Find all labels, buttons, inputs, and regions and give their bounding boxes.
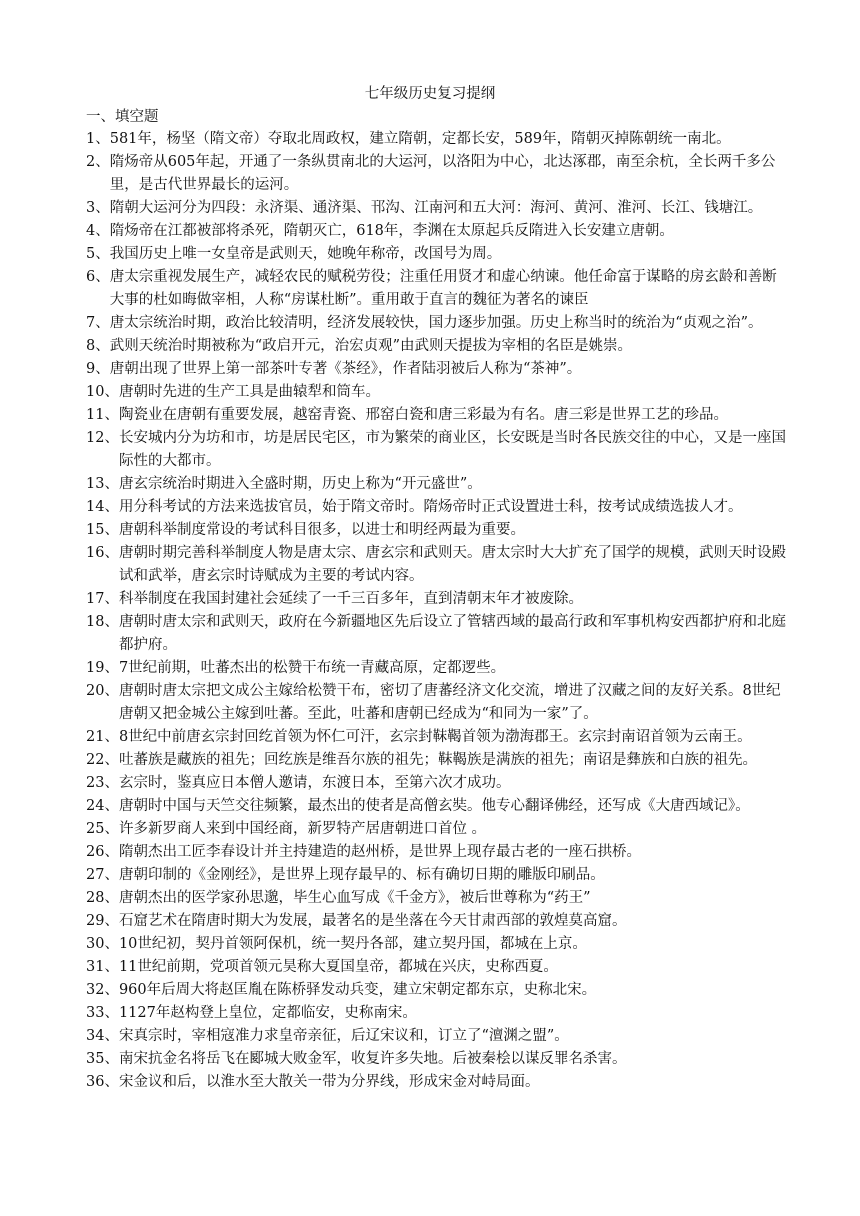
list-item <box>86 841 786 864</box>
item-number: 10、 <box>86 384 119 400</box>
item-number: 36、 <box>86 1074 119 1090</box>
item-number: 31、 <box>86 959 119 975</box>
item-number: 21、 <box>86 729 119 745</box>
list-item <box>86 910 786 933</box>
item-text: 玄宗时，鉴真应日本僧人邀请，东渡日本，至第六次才成功。 <box>118 775 511 791</box>
list-item <box>86 335 786 358</box>
section-heading: 一、填空题 <box>86 109 159 125</box>
item-text: 唐朝时期完善科举制度人物是唐太宗、唐玄宗和武则天。唐太宗时大大扩充了国学的规模，武则天时设殿试和武举，唐玄宗时诗赋成为主要的考试内容。 <box>118 545 786 584</box>
item-text: 唐太宗重视发展生产，减轻农民的赋税劳役；注重任用贤才和虚心纳谏。他任命富于谋略的房玄龄和善断大事的杜如晦做宰相，人称“房谋杜断”。重用敢于直言的魏征为著名的谏臣 <box>109 269 777 308</box>
list-item <box>86 611 786 657</box>
list-item <box>86 381 786 404</box>
list-item <box>86 795 786 818</box>
list-item <box>86 887 786 910</box>
list-item <box>86 818 786 841</box>
item-text: 唐朝时中国与天竺交往频繁，最杰出的使者是高僧玄奘。他专心翻译佛经，还写成《大唐西域记》。 <box>118 798 750 814</box>
item-text: 1127年赵构登上皇位，定都临安，史称南宋。 <box>118 1005 417 1021</box>
list-item <box>86 427 786 473</box>
item-text: 唐朝时唐太宗和武则天，政府在今新疆地区先后设立了管辖西域的最高行政和军事机构安西都护府和北庭都护府。 <box>118 614 786 653</box>
item-text: 陶瓷业在唐朝有重要发展，越窑青瓷、邢窑白瓷和唐三彩最为有名。唐三彩是世界工艺的珍品。 <box>118 407 728 423</box>
list-item <box>86 726 786 749</box>
item-text: 我国历史上唯一女皇帝是武则天，她晚年称帝，改国号为周。 <box>109 246 502 262</box>
list-item <box>86 1002 786 1025</box>
item-text: 许多新罗商人来到中国经商，新罗特产居唐朝进口首位 。 <box>118 821 487 837</box>
item-text: 唐朝印制的《金刚经》，是世界上现存最早的、标有确切日期的雕版印刷品。 <box>118 867 605 883</box>
item-number: 32、 <box>86 982 119 998</box>
list-item <box>86 519 786 542</box>
item-number: 13、 <box>86 476 119 492</box>
item-text: 唐朝出现了世界上第一部茶叶专著《茶经》，作者陆羽被后人称为“茶神”。 <box>109 361 582 377</box>
item-number: 34、 <box>86 1028 119 1044</box>
list-item <box>86 864 786 887</box>
list-item <box>86 243 786 266</box>
item-number: 8、 <box>86 338 110 354</box>
item-number: 28、 <box>86 890 119 906</box>
item-text: 7世纪前期，吐蕃杰出的松赞干布统一青藏高原，定都逻些。 <box>118 660 506 676</box>
list-item <box>86 1048 786 1071</box>
item-text: 唐朝杰出的医学家孙思邈，毕生心血写成《千金方》，被后世尊称为“药王” <box>118 890 591 906</box>
item-number: 2、 <box>86 154 110 170</box>
list-item <box>86 404 786 427</box>
item-number: 27、 <box>86 867 119 883</box>
item-number: 29、 <box>86 913 119 929</box>
list-item <box>86 312 786 335</box>
list-item <box>86 956 786 979</box>
document-title: 七年级历史复习提纲 <box>364 86 496 102</box>
item-number: 26、 <box>86 844 119 860</box>
item-text: 唐太宗统治时期，政治比较清明，经济发展较快，国力逐步加强。历史上称当时的统治为“贞观之治”。 <box>109 315 763 331</box>
item-number: 7、 <box>86 315 110 331</box>
item-number: 14、 <box>86 499 119 515</box>
item-text: 11世纪前期，党项首领元昊称大夏国皇帝，都城在兴庆，史称西夏。 <box>118 959 558 975</box>
list-item <box>86 358 786 381</box>
item-number: 3、 <box>86 200 110 216</box>
item-number: 33、 <box>86 1005 119 1021</box>
item-number: 18、 <box>86 614 119 630</box>
item-number: 23、 <box>86 775 119 791</box>
list-item <box>86 772 786 795</box>
item-text: 隋朝杰出工匠李春设计并主持建造的赵州桥，是世界上现存最古老的一座石拱桥。 <box>118 844 641 860</box>
item-text: 吐蕃族是藏族的祖先；回纥族是维吾尔族的祖先；靺鞨族是满族的祖先；南诏是彝族和白族的祖先。 <box>118 752 757 768</box>
list-item <box>86 197 786 220</box>
item-number: 35、 <box>86 1051 119 1067</box>
item-text: 用分科考试的方法来选拔官员，始于隋文帝时。隋炀帝时正式设置进士科，按考试成绩选拔人才。 <box>118 499 743 515</box>
item-number: 5、 <box>86 246 110 262</box>
list-item <box>86 542 786 588</box>
item-text: 隋炀帝从605年起，开通了一条纵贯南北的大运河，以洛阳为中心，北达涿郡，南至余杭，全长两千多公里，是古代世界最长的运河。 <box>109 154 776 193</box>
list-item <box>86 266 786 312</box>
item-number: 4、 <box>86 223 110 239</box>
list-item <box>86 657 786 680</box>
list-item <box>86 680 786 726</box>
item-text: 武则天统治时期被称为“政启开元，治宏贞观”由武则天提拔为宰相的名臣是姚崇。 <box>109 338 633 354</box>
item-number: 25、 <box>86 821 119 837</box>
item-text: 隋炀帝在江都被部将杀死，隋朝灭亡，618年，李渊在太原起兵反隋进入长安建立唐朝。 <box>109 223 674 239</box>
item-number: 11、 <box>86 407 119 423</box>
list-item <box>86 496 786 519</box>
list-item <box>86 588 786 611</box>
item-number: 12、 <box>86 430 119 446</box>
list-item <box>86 473 786 496</box>
item-text: 8世纪中前唐玄宗封回纥首领为怀仁可汗，玄宗封靺鞨首领为渤海郡王。玄宗封南诏首领为云南王。 <box>118 729 752 745</box>
item-number: 1、 <box>86 131 110 147</box>
list-item <box>86 151 786 197</box>
item-number: 30、 <box>86 936 119 952</box>
list-item <box>86 749 786 772</box>
list-item <box>86 933 786 956</box>
list-item <box>86 1025 786 1048</box>
item-text: 581年，杨坚（隋文帝）夺取北周政权，建立隋朝，定都长安，589年，隋朝灭掉陈朝统一南北。 <box>109 131 731 147</box>
item-text: 960年后周大将赵匡胤在陈桥驿发动兵变，建立宋朝定都东京，史称北宋。 <box>118 982 597 998</box>
item-text: 科举制度在我国封建社会延续了一千三百多年，直到清朝末年才被废除。 <box>118 591 583 607</box>
item-number: 9、 <box>86 361 110 377</box>
item-text: 唐朝时唐太宗把文成公主嫁给松赞干布，密切了唐蕃经济文化交流，增进了汉藏之间的友好关系。8世纪唐朝又把金城公主嫁到吐蕃。至此，吐蕃和唐朝已经成为“和同为一家”了。 <box>118 683 781 722</box>
list-item <box>86 1071 786 1094</box>
item-text: 石窟艺术在隋唐时期大为发展，最著名的是坐落在今天甘肃西部的敦煌莫高窟。 <box>118 913 627 929</box>
item-text: 南宋抗金名将岳飞在郾城大败金军，收复许多失地。后被秦桧以谋反罪名杀害。 <box>118 1051 627 1067</box>
list-item <box>86 128 786 151</box>
item-number: 24、 <box>86 798 119 814</box>
item-number: 15、 <box>86 522 119 538</box>
list-item <box>86 220 786 243</box>
item-list <box>86 128 786 1094</box>
item-number: 19、 <box>86 660 119 676</box>
item-number: 16、 <box>86 545 119 561</box>
item-text: 唐玄宗统治时期进入全盛时期，历史上称为“开元盛世”。 <box>118 476 482 492</box>
item-number: 22、 <box>86 752 119 768</box>
item-text: 隋朝大运河分为四段：永济渠、通济渠、邗沟、江南河和五大河：海河、黄河、淮河、长江、钱塘江。 <box>109 200 763 216</box>
item-text: 唐朝时先进的生产工具是曲辕犁和筒车。 <box>118 384 380 400</box>
item-text: 宋真宗时，宰相寇准力求皇帝亲征，后辽宋议和，订立了“澶渊之盟”。 <box>118 1028 569 1044</box>
item-text: 长安城内分为坊和市，坊是居民宅区，市为繁荣的商业区，长安既是当时各民族交往的中心，又是一座国际性的大都市。 <box>118 430 786 469</box>
list-item <box>86 979 786 1002</box>
item-text: 宋金议和后，以淮水至大散关一带为分界线，形成宋金对峙局面。 <box>118 1074 540 1090</box>
item-text: 10世纪初，契丹首领阿保机，统一契丹各部，建立契丹国，都城在上京。 <box>118 936 587 952</box>
item-number: 6、 <box>86 269 110 285</box>
item-number: 20、 <box>86 683 119 699</box>
item-text: 唐朝科举制度常设的考试科目很多，以进士和明经两最为重要。 <box>118 522 525 538</box>
item-number: 17、 <box>86 591 119 607</box>
